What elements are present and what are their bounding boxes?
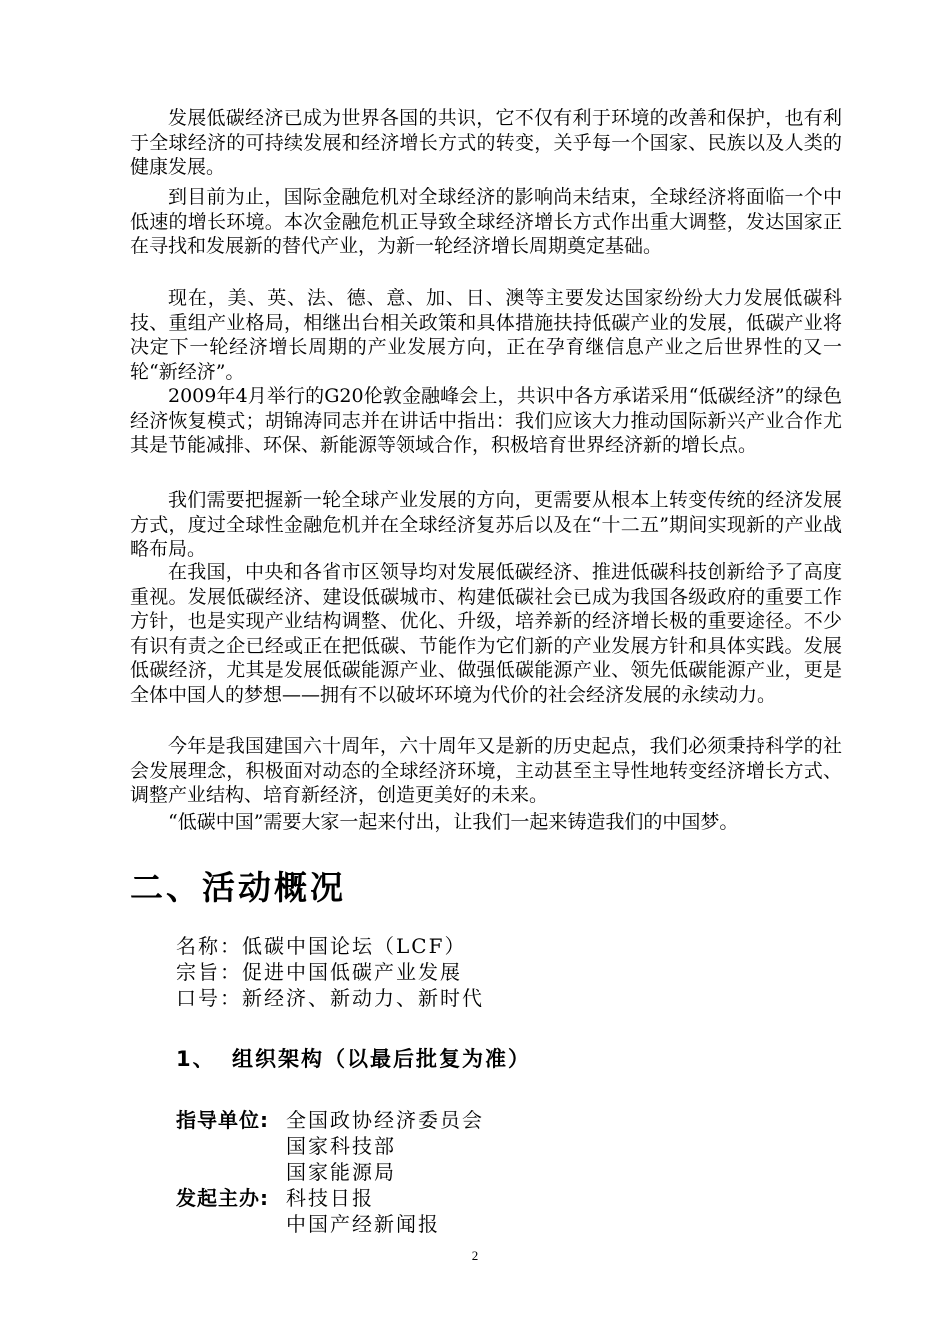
subsection-heading <box>176 1043 531 1073</box>
paragraph-developed-countries: 现在，美、英、法、德、意、加、日、澳等主要发达国家纷纷大力发展低碳科技、重组产业格局，相继出台相关政策和具体措施扶持低碳产业的发展，低碳产业将决定下一轮经济增长周期的产业发展方向，正在孕育继信息产业之后世界性的又一轮“新经济”。 <box>130 287 842 383</box>
initiator: 科技日报 <box>286 1186 374 1210</box>
subsection-title: 组织架构（以最后批复为准） <box>232 1047 531 1071</box>
guiding-unit: 国家科技部 <box>286 1134 396 1158</box>
guiding-units-label: 指导单位: <box>176 1108 269 1132</box>
paragraph-transform-economy: 我们需要把握新一轮全球产业发展的方向，更需要从根本上转变传统的经济发展方式，度过全球性金融危机并在全球经济复苏后以及在“十二五”期间实现新的产业战略布局。 <box>130 489 842 561</box>
guiding-unit: 国家能源局 <box>286 1160 396 1184</box>
page-number: 2 <box>471 1248 479 1263</box>
paragraph-china-policy: 在我国，中央和各省市区领导均对发展低碳经济、推进低碳科技创新给予了高度重视。发展低碳经济、建设低碳城市、构建低碳社会已成为我国各级政府的重要工作方针，也是实现产业结构调整、优化、升级，培养新的经济增长极的重要途径。不少有识有责之企已经或正在把低碳、节能作为它们新的产业发展方针和具体实践。发展低碳经济，尤其是发展低碳能源产业、做强低碳能源产业、领先低碳能源产业，更是全体中国人的梦想——拥有不以破坏环境为代价的社会经济发展的永续动力。 <box>130 561 842 706</box>
section-heading: 二、活动概况 <box>130 868 346 907</box>
paragraph-low-carbon-consensus: 发展低碳经济已成为世界各国的共识，它不仅有利于环境的改善和保护，也有利于全球经济的可持续发展和经济增长方式的转变，关乎每一个国家、民族以及人类的健康发展。 <box>130 107 842 179</box>
subsection-number: 1、 <box>176 1047 216 1071</box>
paragraph-financial-crisis: 到目前为止，国际金融危机对全球经济的影响尚未结束，全球经济将面临一个中低速的增长环境。本次金融危机正导致全球经济增长方式作出重大调整，发达国家正在寻找和发展新的替代产业，为新一轮经济增长周期奠定基础。 <box>130 186 842 258</box>
guiding-units-block <box>176 1107 484 1184</box>
paragraph-sixtieth-anniversary: 今年是我国建国六十周年，六十周年又是新的历史起点，我们必须秉持科学的社会发展理念，积极面对动态的全球经济环境，主动甚至主导性地转变经济增长方式、调整产业结构、培育新经济，创造更美好的未来。 <box>130 735 842 807</box>
initiator: 中国产经新闻报 <box>286 1212 440 1236</box>
paragraph-g20-summit: 2009年4月举行的G20伦敦金融峰会上，共识中各方承诺采用“低碳经济”的绿色经济恢复模式；胡锦涛同志并在讲话中指出：我们应该大力推动国际新兴产业合作尤其是节能减排、环保、新能源等领域合作，积极培育世界经济新的增长点。 <box>130 385 842 457</box>
forum-name: 名称：低碳中国论坛（LCF） <box>176 934 467 958</box>
initiators-block <box>176 1185 440 1236</box>
forum-slogan: 口号：新经济、新动力、新时代 <box>176 986 484 1010</box>
initiators-label: 发起主办: <box>176 1186 269 1210</box>
paragraph-china-dream: “低碳中国”需要大家一起来付出，让我们一起来铸造我们的中国梦。 <box>168 811 739 833</box>
forum-purpose: 宗旨：促进中国低碳产业发展 <box>176 960 462 984</box>
guiding-unit: 全国政协经济委员会 <box>286 1108 484 1132</box>
